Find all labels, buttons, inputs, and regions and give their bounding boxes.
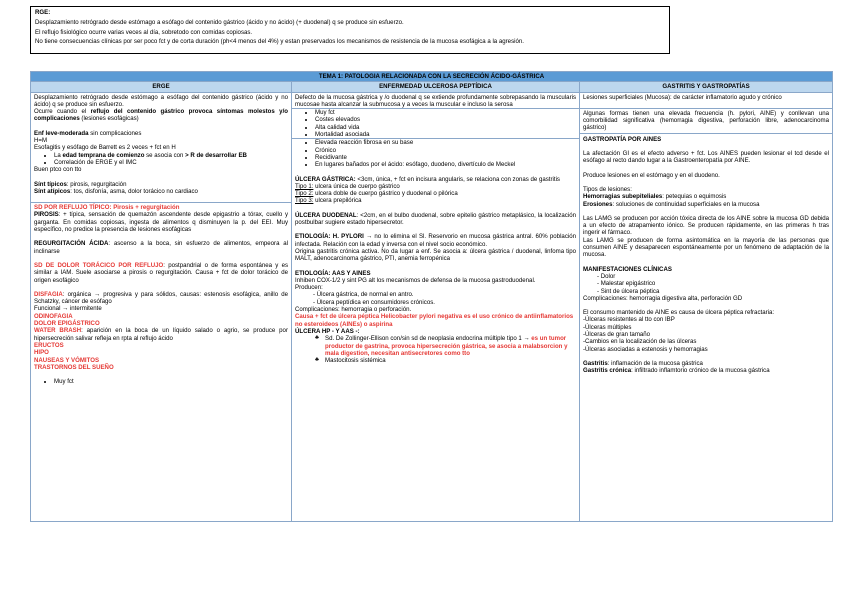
list-item: • Alta calidad vida <box>315 124 579 131</box>
list-item: • En lugares bañados por el ácido: esófago, duodeno, divertículo de Meckel <box>315 161 579 168</box>
gastropatia-erosiones: Erosiones: soluciones de continuidad superficiales en la mucosa <box>583 200 760 208</box>
gastritis-cronica: Gastritis crónica: infiltrado inflamtorio crónico de la mucosa gástrica <box>583 367 770 375</box>
ulcera-list-1 <box>292 108 579 138</box>
intro-line: Desplazamiento retrógrado desde estómago a esófago del contenido gástrico (ácido y no ácido) (+ duodenal) q se produce sin esfuerzo. <box>35 18 404 26</box>
erge-barrett: Esofagitis y esófago de Barrett es 2 veces + fct en H <box>34 144 176 152</box>
table-title: TEMA 1: PATOLOGIA RELACIONADA CON LA SECRECIÓN ÁCIDO-GÁSTRICA <box>31 72 833 82</box>
intro-line: El reflujo fisiológico ocurre varias veces al día, sobretodo con comidas copiosas. <box>35 28 253 36</box>
erge-hm: H=M <box>34 137 48 145</box>
gastropatia-title: GASTROPATÍA POR AINES <box>583 135 662 143</box>
gastritis-formas: Algunas formas tienen una elevada frecuencia (h. pylori, AINE) y conllevan una comorbilidad significativa (hemorragia digestiva, perforación libre, adenocarcinoma gástrico) <box>580 108 832 133</box>
ulcera-hp-neg: ÚLCERA HP - Y AAS -: <box>295 327 360 335</box>
gastropatia-complicaciones: Complicaciones: hemorragia digestiva alta, perforación GD <box>583 294 743 302</box>
ulcera-gastrica: ÚLCERA GÁSTRICA: <3cm, única, + fct en incisura angularis, se relaciona con zonas de gastritis <box>295 175 560 183</box>
ulcera-column <box>292 92 580 521</box>
ulcera-hp-list <box>295 335 576 364</box>
erge-sueno: TRASTORNOS DEL SUEÑO <box>34 363 114 371</box>
list-item: - Úlcera peptídica en consumidores crónicos. <box>313 299 576 306</box>
erge-list <box>34 152 288 167</box>
erge-disfagia: DISFAGIA: orgánica → progresiva y para sólidos, causas: estenosis esofágica, anillo de Schatzky, cáncer de esófago <box>34 290 288 306</box>
erge-nauseas: NAUSEAS Y VÓMITOS <box>34 356 100 364</box>
list-item: • Muy fct <box>54 378 288 385</box>
list-item: • Costes elevados <box>315 116 579 123</box>
erge-definition: Desplazamiento retrógrado desde estómago a esófago del contenido gástrico (ácido y no ácido) q se produce sin esfuerzo. <box>34 93 288 108</box>
ulcera-tipo-1: Tipo 1: ulcera única de cuerpo gástrico <box>295 182 400 190</box>
erge-pronostico: Buen ptco con tto <box>34 166 82 174</box>
list-item: - Dolor <box>597 273 829 280</box>
manifestaciones-list <box>583 273 829 295</box>
erge-final-list <box>34 378 288 385</box>
etiologia-aas-text: Inhiben COX-1/2 y sint PG alt los mecanismos de defensa de la mucosa gastroduodenal. <box>295 276 536 284</box>
erge-eructos: ERUCTOS <box>34 341 64 349</box>
etiologia-aas: ETIOLOGÍA: AAS Y AINES <box>295 269 371 277</box>
gastropatia-produce: Produce lesiones en el estómago y en el duodeno. <box>583 171 720 179</box>
erge-regurgitacion: REGURGITACIÓN ÁCIDA: ascenso a la boca, sin esfuerzo de alimentos, empeora al inclinarse <box>34 240 288 255</box>
erge-leve: Enf leve-moderada sin complicaciones <box>34 129 142 137</box>
list-item: • Muy fct <box>315 109 579 116</box>
refractaria-item: -Úlceras resistentes al tto con IBP <box>583 316 675 324</box>
intro-box <box>30 6 670 54</box>
ulcera-producen: Producen: <box>295 284 323 292</box>
list-item: ♣ Mastocitosis sistémica <box>315 357 576 364</box>
summary-table <box>30 71 833 522</box>
ulcera-duodenal: ÚLCERA DUODENAL: <2cm, en el bulbo duodenal, sobre epitelio gástrico metaplásico, la localización postbulbar sugiere estado hipersecretor. <box>295 211 576 227</box>
erge-pirosis: PIROSIS: + típica, sensación de quemazón ascendente desde epigastrio a tórax, cuello y garganta. En comidas copiosas, ingesta de alimentos q disminuyen la p. del EEI. Muy específico, no predice la presencia de lesiones esofágicas <box>34 211 288 234</box>
gastropatia-lamg-2: Las LAMG se producen de forma asintomática en la mayoría de las personas que consumen AINE y desaparecen espontáneamente por un fenómeno de adaptación de la mucosa. <box>583 236 830 259</box>
list-item: - Sint de úlcera péptica <box>597 288 829 295</box>
refractaria-item: -Úlceras múltiples <box>583 323 632 331</box>
erge-hipo: HIPO <box>34 349 49 357</box>
refractaria-item: -Úlceras de gran tamaño <box>583 331 651 339</box>
ulcera-causa: Causa + fct de úlcera péptica Helicobacter pylori negativa es el uso crónico de antiinflamatorios no esteroideos (AINEs) o aspirina <box>295 313 574 328</box>
ulcera-tipo-3: Tipo 3: ulcera prepilórica <box>295 197 362 205</box>
erge-odinofagia: ODINOFAGIA <box>34 312 73 320</box>
list-item: - Malestar epigástrico <box>597 280 829 287</box>
erge-column <box>31 92 292 521</box>
refractaria-item: -Cambios en la localización de las úlceras <box>583 338 697 346</box>
sd-reflujo-tipico: SD POR REFLUJO TÍPICO: Pirosis + regurgitación <box>34 204 180 212</box>
gastritis-def: Gastritis: inflamación de la mucosa gástrica <box>583 359 703 367</box>
sd-dolor-toracico: SD DE DOLOR TORÁCICO POR REFLUJO: postpandrial o de forma espontánea y es similar a IAM. Suele asociarse a pirosis o regurgitación. Causa + fct de dolor torácico de origen esofágico <box>34 261 289 284</box>
intro-line: No tiene consecuencias clínicas por ser poco fct y de corta duración (ph<4 menos del 4%) y estan preservados los mecanismos de resistencia de la mucosa esofágica a la agresión. <box>35 38 524 46</box>
list-item: • La edad temprana de comienzo se asocia con > R de desarrollar EB <box>54 152 288 159</box>
erge-funcional: Funcional → intermitente <box>34 305 102 313</box>
ulcera-list-2 <box>292 138 579 168</box>
gastritis-column <box>580 92 833 521</box>
list-item: ♣ Sd. De Zollinger-Ellison con/sin sd de neoplasia endocrina múltiple tipo 1 → es un tumor productor de gastrina, provoca hipersecreción gástrica, se asocia a malabsorcion y mala digestion, necesitan antisecretores como tto <box>315 335 576 357</box>
gastropatia-lamg-1: Las LAMG se producen por acción tóxica directa de los AINE sobre la mucosa GD debida a un efecto de atrapamiento iónico. Se producen rápidamente, en las primeras h tras ingerir el fármaco. <box>583 214 830 237</box>
ulcera-complicaciones: Complicaciones: hemorragia o perforación. <box>295 306 412 314</box>
erge-tipicos: Sínt típicos: pirosis, regurgitación <box>34 180 127 188</box>
gastropatia-hemorragias: Hemorragias subepiteliales: petequias o equimosis <box>583 193 727 201</box>
ulcera-dash-list <box>295 291 576 306</box>
list-item: • Correlación de ERGE y el IMC <box>54 159 288 166</box>
header-gastritis: GASTRITIS Y GASTROPATÍAS <box>580 82 833 92</box>
gastropatia-afectacion: La afectación GI es el efecto adverso + fct. Los AINES pueden lesionar el tcd desde el esófago al recto dando lugar a la Gastroenteropatía por AINE. <box>583 150 830 165</box>
list-item: • Crónico <box>315 147 579 154</box>
list-item: • Elevada reacción fibrosa en su base <box>315 139 579 146</box>
manifestaciones-title: MANIFESTACIONES CLÍNICAS <box>583 265 672 273</box>
list-item: • Mortalidad asociada <box>315 131 579 138</box>
erge-dolor-epigastrico: DOLOR EPIGÁSTRICO <box>34 320 100 328</box>
gastropatia-tipos: Tipos de lesiones: <box>583 185 632 193</box>
etiologia-hp-2: Origina gastritis crónica activa. No da lugar a enf. Se asocia a: úlcera gástrica / duodenal, linfoma tipo MALT, adenocarcinoma gástrico, PTI, anemia ferropénica <box>295 247 576 263</box>
intro-label: RGE: <box>35 9 51 16</box>
etiologia-hp: ETIOLOGÍA: H. PYLORI → no lo elimina el Sl. Reservorio en mucosa gástrica antral. 60% población infectada. Relación con la edad y inversa con el nivel socio económico. <box>295 233 576 248</box>
gastritis-lesiones: Lesiones superficiales (Mucosa): de carácter inflamatorio agudo y crónico <box>583 93 782 101</box>
list-item: - Úlcera gástrica, de normal en antro. <box>313 291 576 298</box>
ulcera-definition: Defecto de la mucosa gástrica y /o duodenal q se extiende profundamente sobrepasando la muscularis mucosae hasta alcanzar la submucosa y a veces la muscular e incluso la serosa <box>295 93 576 108</box>
header-ulcera: ENFERMEDAD ULCEROSA PEPTÍDICA <box>292 82 580 92</box>
refractaria-item: -Úlceras asociadas a estenosis y hemorragias <box>583 345 708 353</box>
ulcera-tipo-2: Tipo 2: ulcera doble de cuerpo gástrico y duodenal o pilórica <box>295 190 458 198</box>
header-erge: ERGE <box>31 82 292 92</box>
erge-occurs: Ocurre cuando el reflujo del contenido gástrico provoca síntomas molestos y/o complicaciones (lesiones esofágicas) <box>34 108 288 123</box>
erge-water-brash: WATER BRASH: aparición en la boca de un líquido salado o agrio, se produce por hipersecreción salivar refleja en rpta al reflujo ácido <box>34 327 288 342</box>
gastropatia-mantenido: El consumo mantenido de AINE es causa de úlcera péptica refractaria: <box>583 309 775 317</box>
list-item: • Recidivante <box>315 154 579 161</box>
erge-atipicos: Sínt atípicos: tos, disfonía, asma, dolor torácico no cardiaco <box>34 187 198 195</box>
